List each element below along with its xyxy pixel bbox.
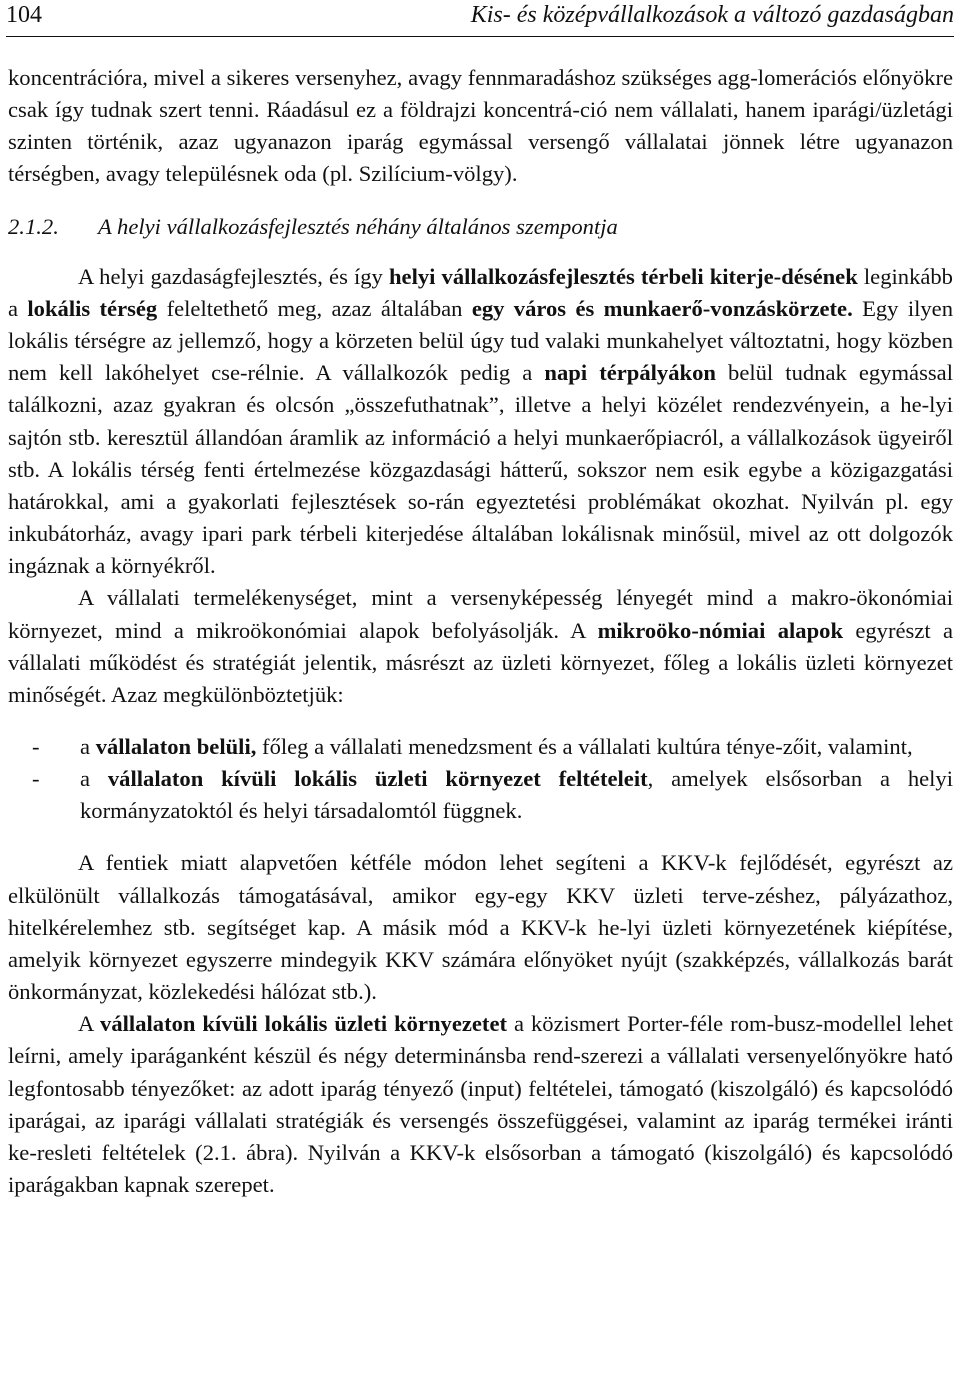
list-item — [8, 731, 953, 763]
paragraph-continued: koncentrációra, mivel a sikeres versenyhez, avagy fennmaradáshoz szükséges agg-lomerációs előnyökre csak így tudnak szert tenni. Ráadásul ez a földrajzi koncentrá-ció nem vállalati, hanem iparági/üzletági szinten történik, azaz ugyanazon iparág egymással versengő vállalatai jönnek létre ugyanazon térségben, avagy településnek oda (pl. Szilícium-völgy). — [8, 65, 953, 187]
section-heading — [8, 211, 953, 243]
page-number: 104 — [6, 2, 42, 28]
text-run: A vállalati termelékenységet, mint a versenyképesség lényegét mind a makro-ökonómiai környezet, mind a mikroökonómiai alapok befolyásolják. A — [8, 585, 953, 643]
text-run: A helyi gazdaságfejlesztés, és így — [78, 263, 389, 289]
bold-run: helyi vállalkozásfejlesztés térbeli kiterje-désének — [388, 263, 858, 289]
list-dash: - — [32, 733, 40, 759]
bold-run: vállalaton belüli, — [95, 733, 257, 759]
bold-run: egy város és munkaerő-vonzáskörzete. — [471, 295, 853, 321]
spacer — [8, 191, 953, 211]
spacer — [8, 711, 953, 731]
spacer — [8, 243, 953, 261]
text-run: főleg a vállalati menedzsment és a vállalati kultúra ténye-zőit, valamint, — [256, 733, 913, 759]
spacer — [8, 827, 953, 847]
text-run: A — [78, 1011, 101, 1037]
running-title: Kis- és középvállalkozások a változó gazdaságban — [470, 2, 954, 28]
bold-run: lokális térség — [27, 295, 158, 321]
text-run: feleltethető meg, azaz általában — [157, 295, 472, 321]
section-number: 2.1.2. — [8, 213, 59, 239]
paragraph-kkv-support: A fentiek miatt alapvetően kétféle módon lehet segíteni a KKV-k fejlődését, egyrészt az elkülönült vállalkozás támogatásával, amikor egy-egy KKV üzleti terve-zéshez, pályázathoz, hitelkérelemhez stb. segítséget kap. A másik mód a KKV-k he-lyi üzleti környezetének kiépítése, amelyik környezet egyszerre mindegyik KKV számára előnyöket nyújt (szakképzés, vállalkozás barát önkormányzat, közlekedési hálózat stb.). — [8, 850, 953, 1005]
paragraph-porter-model — [8, 1008, 953, 1201]
paragraph-local-development — [8, 261, 953, 583]
text-run: , amelyek elsősorban a helyi kormányzatoktól és helyi társadalomtól függnek. — [80, 766, 953, 824]
text-run: leginkább a — [8, 263, 953, 321]
paragraph-productivity — [8, 582, 953, 711]
list-dash: - — [32, 766, 40, 792]
text-run: belül tudnak egymással találkozni, azaz gyakran és olcsón „összefuthatnak”, illetve a helyi közélet rendezvényein, a he-lyi sajtón stb. keresztül állandóan áramlik az információ a helyi munkaerőpiacról, a vállalkozások ügyeiről stb. A lokális térség fenti értelmezése közgazdasági hátterű, sokszor nem esik egybe a közigazgatási határokkal, ami a gyakorlati fejlesztések so-rán egyeztetési problémákat okozhat. Nyilván pl. egy inkubátorház, avagy ipari park térbeli kiterjedése általában lokálisnak minősül, mivel az ott dolgozók ingáznak a környékről. — [8, 360, 953, 579]
list-item — [8, 763, 953, 827]
text-run: Egy ilyen lokális térségre az jellemző, hogy a körzeten belül úgy tud valaki munkahelyet változtatni, hogy közben nem kell lakóhelyet cse-rélnie. A vállalkozók pedig a — [8, 295, 954, 386]
bold-run: vállalaton kívüli lokális üzleti környezetet — [100, 1011, 508, 1037]
bold-run: mikroöko-nómiai alapok — [597, 617, 844, 643]
page-header — [6, 0, 954, 37]
text-run: egyrészt a vállalati működést és stratégiát jelentik, másrészt az üzleti környezet, főleg a lokális üzleti környezet minőségét. Azaz megkülönböztetjük: — [8, 617, 953, 707]
section-title: A helyi vállalkozásfejlesztés néhány általános szempontja — [98, 213, 618, 239]
text-run: a közismert Porter-féle rom-busz-modellel lehet leírni, amely iparáganként készül és négy determinánsba rend-szerezi a vállalati versenyelőnyökre ható legfontosabb tényezőket: az adott iparág tényező (input) feltételei, támogató (kiszolgáló) és kapcsolódó iparágai, az iparági vállalati stratégiák és versengés összefüggései, valamint az iparág termékei iránti ke-resleti feltételek (2.1. ábra). Nyilván a KKV-k elsősorban a támogató (kiszolgáló) és kapcsolódó iparágakban kapnak szerepet. — [8, 1011, 953, 1197]
bold-run: napi térpályákon — [544, 360, 716, 386]
body-text — [8, 62, 953, 1201]
bold-run: vállalaton kívüli lokális üzleti környezet feltételeit — [107, 766, 648, 792]
text-run: a — [80, 733, 96, 759]
text-run: a — [80, 766, 108, 792]
